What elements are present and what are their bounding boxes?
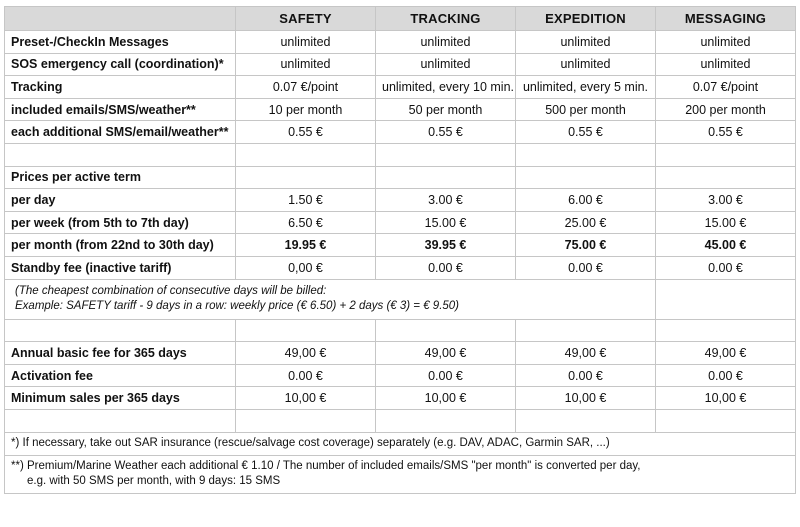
spacer-row xyxy=(5,143,796,166)
table-cell: unlimited xyxy=(516,31,656,54)
table-cell: unlimited xyxy=(236,31,376,54)
row-label: included emails/SMS/weather** xyxy=(5,98,236,121)
empty-cell xyxy=(516,166,656,189)
table-cell: 0.55 € xyxy=(236,121,376,144)
row-label: Tracking xyxy=(5,76,236,99)
table-cell: 3.00 € xyxy=(376,189,516,212)
table-row xyxy=(5,211,796,234)
row-label: per week (from 5th to 7th day) xyxy=(5,211,236,234)
table-cell: 49,00 € xyxy=(656,342,796,365)
row-label: per day xyxy=(5,189,236,212)
empty-cell xyxy=(516,409,656,432)
spacer-row xyxy=(5,409,796,432)
empty-cell xyxy=(376,166,516,189)
table-cell: 25.00 € xyxy=(516,211,656,234)
empty-cell xyxy=(656,409,796,432)
table-cell: 0.00 € xyxy=(236,364,376,387)
row-label: SOS emergency call (coordination)* xyxy=(5,53,236,76)
table-cell: 0.00 € xyxy=(516,256,656,279)
empty-cell xyxy=(376,319,516,342)
column-header-safety: SAFETY xyxy=(236,7,376,31)
empty-cell xyxy=(376,143,516,166)
empty-cell xyxy=(656,166,796,189)
table-cell: 500 per month xyxy=(516,98,656,121)
table-cell: unlimited xyxy=(376,53,516,76)
footnote-weather-line-2: e.g. with 50 SMS per month, with 9 days: 15 SMS xyxy=(27,475,281,487)
table-cell: 0.00 € xyxy=(516,364,656,387)
footnote-sar-insurance: *) If necessary, take out SAR insurance (rescue/salvage cost coverage) separately (e.g. DAV, ADAC, Garmin SAR, ...) xyxy=(5,432,796,455)
table-cell: 15.00 € xyxy=(656,211,796,234)
table-row xyxy=(5,189,796,212)
billing-note-row xyxy=(5,279,796,319)
table-cell: 0.07 €/point xyxy=(656,76,796,99)
table-cell: 10,00 € xyxy=(516,387,656,410)
section-title-row xyxy=(5,166,796,189)
table-cell: 1.50 € xyxy=(236,189,376,212)
table-cell: unlimited, every 5 min. xyxy=(516,76,656,99)
table-cell: 0.07 €/point xyxy=(236,76,376,99)
empty-cell xyxy=(5,409,236,432)
table-cell: 0.00 € xyxy=(376,364,516,387)
table-cell: unlimited xyxy=(656,53,796,76)
empty-cell xyxy=(516,319,656,342)
table-cell: 0.55 € xyxy=(376,121,516,144)
billing-note-line-1: (The cheapest combination of consecutive days will be billed: xyxy=(15,285,327,298)
tariff-table-container xyxy=(4,6,795,494)
header-corner-cell xyxy=(5,7,236,31)
table-cell: 39.95 € xyxy=(376,234,516,257)
table-cell: 0.00 € xyxy=(656,364,796,387)
row-label: per month (from 22nd to 30th day) xyxy=(5,234,236,257)
table-row xyxy=(5,53,796,76)
table-row xyxy=(5,234,796,257)
column-header-expedition: EXPEDITION xyxy=(516,7,656,31)
table-cell: 0.00 € xyxy=(656,256,796,279)
empty-cell xyxy=(236,409,376,432)
empty-cell xyxy=(236,143,376,166)
tariff-comparison-table xyxy=(4,6,796,494)
table-cell: 0.55 € xyxy=(656,121,796,144)
table-row xyxy=(5,31,796,54)
empty-cell xyxy=(5,319,236,342)
empty-cell xyxy=(236,319,376,342)
table-cell: 49,00 € xyxy=(376,342,516,365)
spacer-row xyxy=(5,319,796,342)
table-row xyxy=(5,256,796,279)
footnote-weather xyxy=(5,455,796,493)
empty-cell xyxy=(236,166,376,189)
row-label: Activation fee xyxy=(5,364,236,387)
table-cell: 50 per month xyxy=(376,98,516,121)
table-cell: 10,00 € xyxy=(656,387,796,410)
table-row xyxy=(5,364,796,387)
table-cell: unlimited, every 10 min. xyxy=(376,76,516,99)
empty-cell xyxy=(376,409,516,432)
table-cell: 49,00 € xyxy=(516,342,656,365)
table-cell: 10,00 € xyxy=(236,387,376,410)
table-row xyxy=(5,98,796,121)
row-label: Standby fee (inactive tariff) xyxy=(5,256,236,279)
row-label: each additional SMS/email/weather** xyxy=(5,121,236,144)
footnote-weather-line-1: **) Premium/Marine Weather each additional € 1.10 / The number of included emails/SMS "per month" is converted per day, xyxy=(11,460,641,472)
table-cell: 10,00 € xyxy=(376,387,516,410)
table-row xyxy=(5,342,796,365)
table-cell: unlimited xyxy=(236,53,376,76)
table-cell: 49,00 € xyxy=(236,342,376,365)
table-cell: unlimited xyxy=(656,31,796,54)
table-row xyxy=(5,121,796,144)
table-cell: 0.00 € xyxy=(376,256,516,279)
table-cell: 19.95 € xyxy=(236,234,376,257)
table-cell: 75.00 € xyxy=(516,234,656,257)
header-row xyxy=(5,7,796,31)
table-cell: 15.00 € xyxy=(376,211,516,234)
table-row xyxy=(5,76,796,99)
empty-cell xyxy=(656,143,796,166)
table-cell: 6.00 € xyxy=(516,189,656,212)
row-label: Annual basic fee for 365 days xyxy=(5,342,236,365)
table-cell: unlimited xyxy=(376,31,516,54)
row-label: Minimum sales per 365 days xyxy=(5,387,236,410)
empty-cell xyxy=(656,279,796,319)
table-cell: 10 per month xyxy=(236,98,376,121)
prices-section-title: Prices per active term xyxy=(5,166,236,189)
table-cell: 6.50 € xyxy=(236,211,376,234)
empty-cell xyxy=(516,143,656,166)
table-cell: 0,00 € xyxy=(236,256,376,279)
footnote-row xyxy=(5,455,796,493)
empty-cell xyxy=(5,143,236,166)
billing-note xyxy=(5,279,656,319)
column-header-messaging: MESSAGING xyxy=(656,7,796,31)
column-header-tracking: TRACKING xyxy=(376,7,516,31)
table-cell: 200 per month xyxy=(656,98,796,121)
row-label: Preset-/CheckIn Messages xyxy=(5,31,236,54)
empty-cell xyxy=(656,319,796,342)
table-cell: 0.55 € xyxy=(516,121,656,144)
billing-note-line-2: Example: SAFETY tariff - 9 days in a row: weekly price (€ 6.50) + 2 days (€ 3) = € 9.50) xyxy=(15,300,460,313)
table-cell: unlimited xyxy=(516,53,656,76)
table-cell: 45.00 € xyxy=(656,234,796,257)
table-cell: 3.00 € xyxy=(656,189,796,212)
footnote-row xyxy=(5,432,796,455)
table-row xyxy=(5,387,796,410)
